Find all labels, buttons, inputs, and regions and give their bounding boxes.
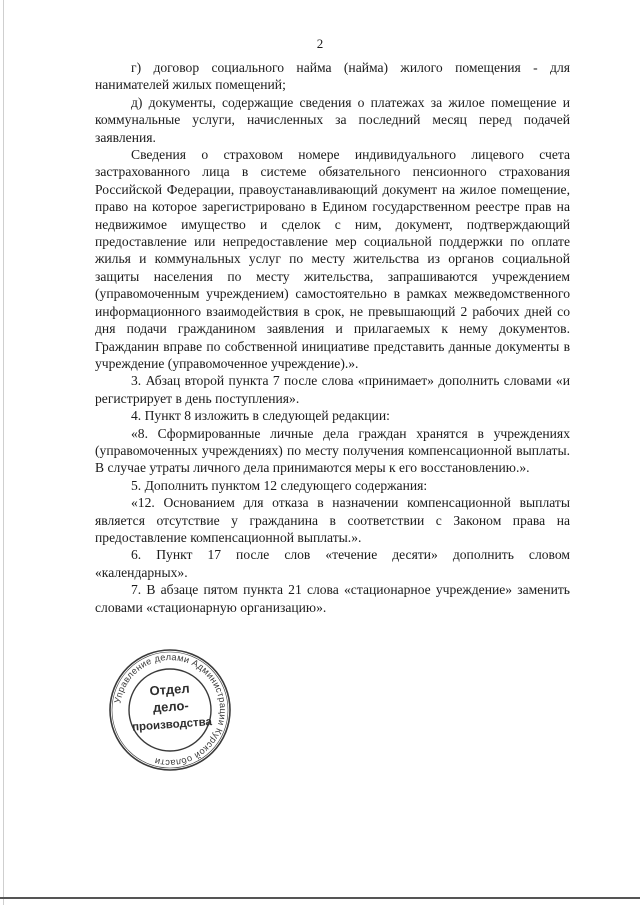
paragraph-amendment-7: 7. В абзаце пятом пункта 21 слова «стационарное учреждение» заменить словами «стационарную организацию».	[95, 582, 570, 615]
stamp-center-line-3: производства	[131, 716, 213, 734]
paragraph-amendment-3: 3. Абзац второй пункта 7 после слова «принимает» дополнить словами «и регистрирует в день поступления».	[95, 373, 570, 406]
paragraph-item-d: д) документы, содержащие сведения о платежах за жилое помещение и коммунальные услуги, начисленных за последний месяц перед подачей заявления.	[95, 94, 570, 145]
document-body	[95, 59, 570, 616]
page-number: 2	[316, 36, 324, 51]
paragraph-amendment-4: 4. Пункт 8 изложить в следующей редакции:	[131, 408, 390, 424]
stamp-ring-text: Управление делами Администрации Курской области	[112, 651, 229, 769]
page-edge-line	[3, 0, 4, 905]
official-stamp	[108, 648, 232, 772]
paragraph-new-clause-12: «12. Основанием для отказа в назначении компенсационной выплаты является отсутствие у гражданина в соответствии с Законом права на предоставление компенсационной выплаты.».	[95, 495, 570, 545]
paragraph-interagency-info: Сведения о страховом номере индивидуального лицевого счета застрахованного лица в системе обязательного пенсионного страхования Российской Федерации, правоустанавливающий документ на жилое помещение, право на которое зарегистрировано в Едином государственном реестре прав на недвижимое имущество и сделок с ним, документ, подтверждающий предоставление или непредоставление мер социальной поддержки по оплате жилья и коммунальных услуг по месту жительства из органов социальной защиты населения по месту жительства, запрашиваются учреждением (управомоченным учреждением) самостоятельно в рамках межведомственного информационного взаимодействия в срок, не превышающий 2 рабочих дней со дня подачи гражданином заявления и прилагаемых к нему документов. Гражданин вправе по собственной инициативе представить данные документы в учреждение (управомоченное учреждение).».	[95, 147, 570, 371]
stamp-center-line-1: Отдел	[149, 680, 191, 699]
paragraph-new-clause-8: «8. Сформированные личные дела граждан хранятся в учреждениях (управомоченных учреждениях) по месту получения компенсационной выплаты. В случае утраты личного дела принимаются меры к его восстановлению.».	[95, 425, 570, 476]
stamp-center-line-2: дело-	[152, 697, 190, 716]
paragraph-item-g: г) договор социального найма (найма) жилого помещения - для нанимателей жилых помещений;	[95, 60, 570, 93]
scan-bottom-edge	[0, 897, 640, 899]
paragraph-amendment-5: 5. Дополнить пунктом 12 следующего содержания:	[131, 477, 428, 493]
paragraph-amendment-6: 6. Пункт 17 после слов «течение десяти» дополнить словом «календарных».	[95, 547, 570, 580]
